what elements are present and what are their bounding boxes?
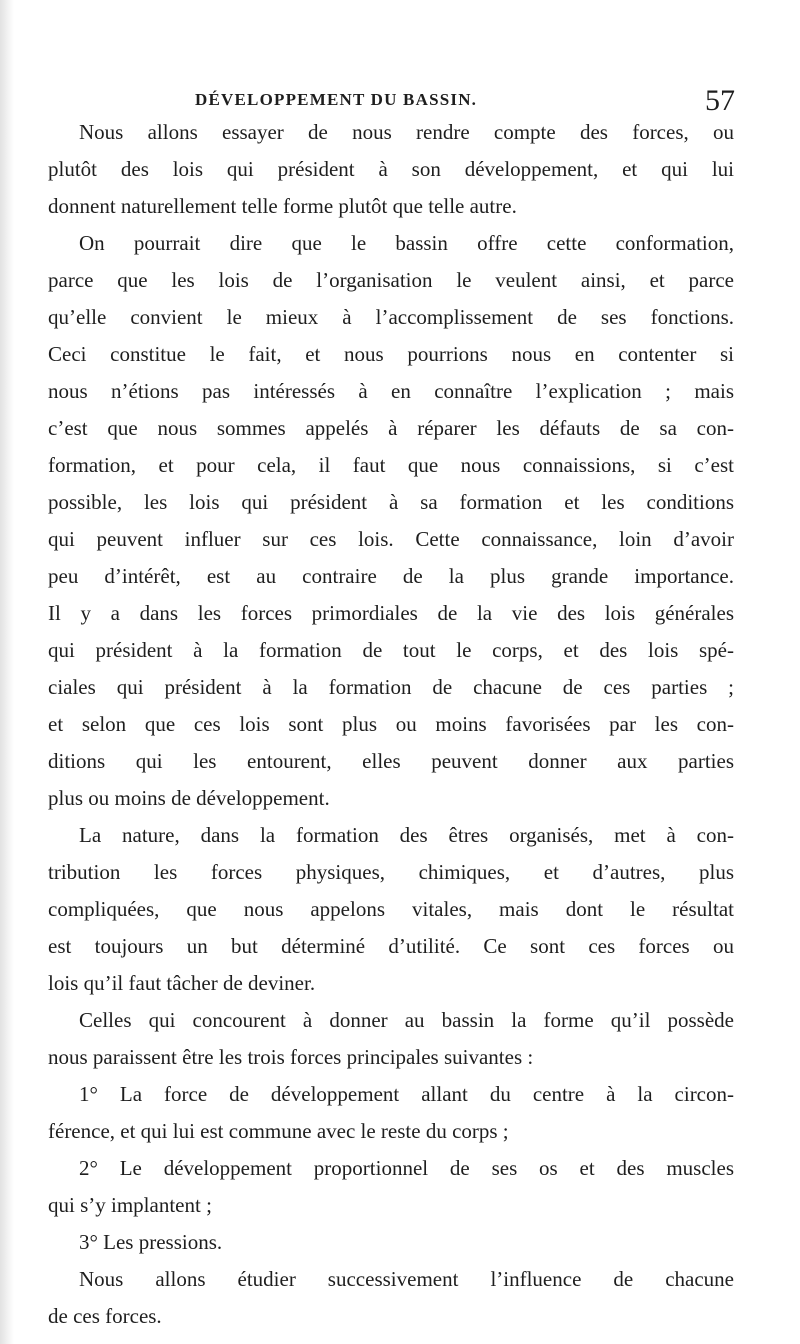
text-line: parce que les lois de l’organisation le veulent ainsi, et parce xyxy=(48,268,734,292)
text-line: 2° Le développement proportionnel de ses os et des muscles xyxy=(79,1156,734,1180)
text-line: c’est que nous sommes appelés à réparer les défauts de sa con- xyxy=(48,416,734,440)
text-line: qui peuvent influer sur ces lois. Cette connaissance, loin d’avoir xyxy=(48,527,734,551)
scan-shadow-edge xyxy=(0,0,14,1344)
text-line: 3° Les pressions. xyxy=(79,1230,223,1254)
text-line: formation, et pour cela, il faut que nous connaissions, si c’est xyxy=(48,453,734,477)
text-line: et selon que ces lois sont plus ou moins favorisées par les con- xyxy=(48,712,734,736)
text-line: férence, et qui lui est commune avec le reste du corps ; xyxy=(48,1119,509,1143)
text-line: ciales qui président à la formation de chacune de ces parties ; xyxy=(48,675,734,699)
text-line: tribution les forces physiques, chimiques, et d’autres, plus xyxy=(48,860,734,884)
text-line: Nous allons étudier successivement l’influence de chacune xyxy=(79,1267,734,1291)
text-line: plus ou moins de développement. xyxy=(48,786,330,810)
text-line: On pourrait dire que le bassin offre cette conformation, xyxy=(79,231,734,255)
text-line: est toujours un but déterminé d’utilité. Ce sont ces forces ou xyxy=(48,934,734,958)
text-line: La nature, dans la formation des êtres organisés, met à con- xyxy=(79,823,734,847)
text-line: lois qu’il faut tâcher de deviner. xyxy=(48,971,316,995)
text-line: 1° La force de développement allant du centre à la circon- xyxy=(79,1082,734,1106)
body-text xyxy=(48,114,734,1335)
text-line: donnent naturellement telle forme plutôt que telle autre. xyxy=(48,194,517,218)
text-line: qu’elle convient le mieux à l’accomplissement de ses fonctions. xyxy=(48,305,734,329)
text-line: Celles qui concourent à donner au bassin la forme qu’il possède xyxy=(79,1008,734,1032)
text-line: de ces forces. xyxy=(48,1304,162,1328)
text-line: plutôt des lois qui président à son développement, et qui lui xyxy=(48,157,734,181)
text-line: Il y a dans les forces primordiales de la vie des lois générales xyxy=(48,601,734,625)
text-line: Nous allons essayer de nous rendre compte des forces, ou xyxy=(79,120,734,144)
text-line: ditions qui les entourent, elles peuvent donner aux parties xyxy=(48,749,734,773)
page-number: 57 xyxy=(705,84,735,117)
running-title: DÉVELOPPEMENT DU BASSIN. xyxy=(195,90,478,109)
text-line: peu d’intérêt, est au contraire de la plus grande importance. xyxy=(48,564,734,588)
text-line: compliquées, que nous appelons vitales, mais dont le résultat xyxy=(48,897,734,921)
text-line: Ceci constitue le fait, et nous pourrions nous en contenter si xyxy=(48,342,734,366)
text-line: qui s’y implantent ; xyxy=(48,1193,212,1217)
text-line: nous n’étions pas intéressés à en connaître l’explication ; mais xyxy=(48,379,734,403)
text-line: nous paraissent être les trois forces principales suivantes : xyxy=(48,1045,534,1069)
text-line: qui président à la formation de tout le corps, et des lois spé- xyxy=(48,638,734,662)
text-line: possible, les lois qui président à sa formation et les conditions xyxy=(48,490,734,514)
